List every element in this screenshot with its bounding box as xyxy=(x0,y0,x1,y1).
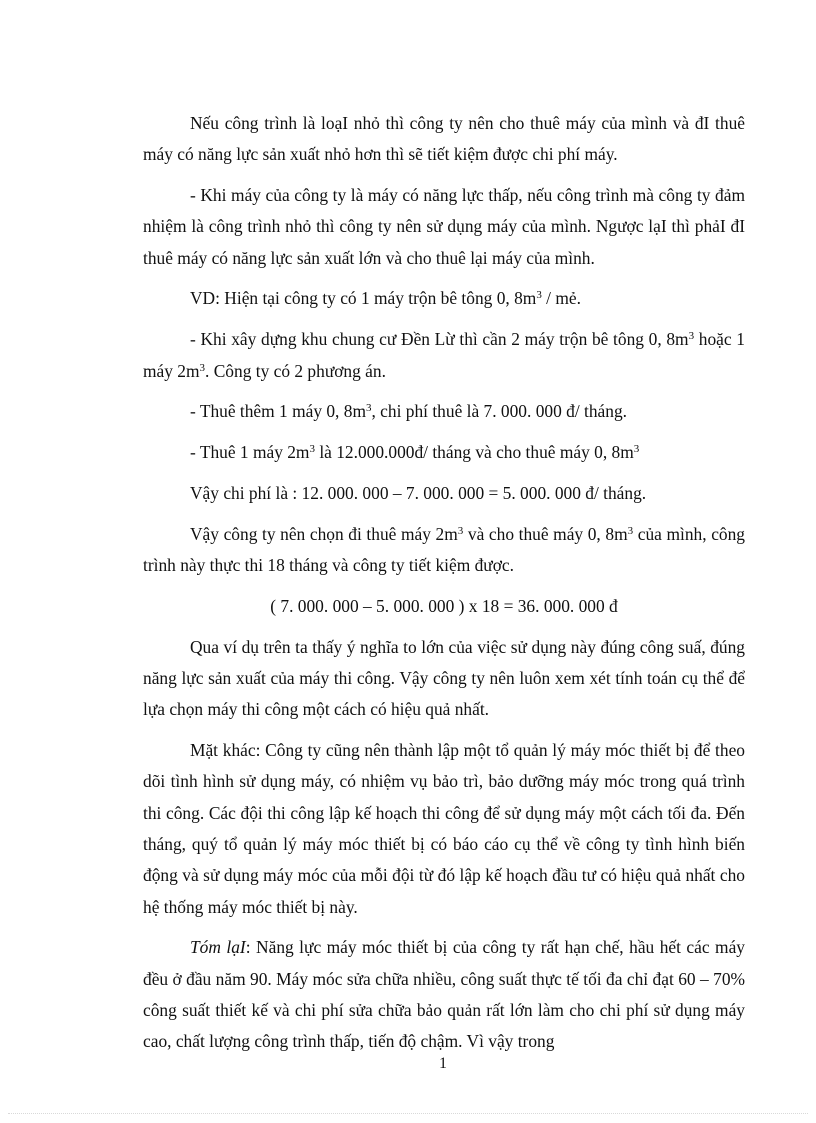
example-text-end: / mẻ. xyxy=(541,288,581,309)
body-text xyxy=(143,108,745,1067)
paragraph-summary xyxy=(143,932,745,1057)
paragraph-option-1 xyxy=(143,396,745,427)
paragraph-1 xyxy=(143,108,745,171)
choice-text-a: Vậy công ty nên chọn đi thuê máy 2m xyxy=(190,523,458,544)
summary-text: : Năng lực máy móc thiết bị của công ty rất hạn chế, hầu hết các máy đều ở đầu năm 90. Máy móc sửa chữa nhiều, công suất thực tế tối đa chỉ đạt 60 – 70% công suất thiết kế và chi phí sửa chữa bảo quản rất lớn làm cho chi phí sử dụng máy cao, chất lượng công trình thấp, tiến độ chậm. Vì vậy trong xyxy=(143,937,745,1052)
option-1-text-b: , chi phí thuê là 7. 000. 000 đ/ tháng. xyxy=(371,401,627,422)
paragraph-management xyxy=(143,735,745,923)
savings-formula-text: ( 7. 000. 000 – 5. 000. 000 ) x 18 = 36. 000. 000 đ xyxy=(270,595,618,616)
page-bottom-border xyxy=(8,1113,808,1114)
choice-text-b: và cho thuê máy 0, 8m xyxy=(463,523,628,544)
meaning-text: Qua ví dụ trên ta thấy ý nghĩa to lớn của việc sử dụng này đúng công suấ, đúng năng lực sản xuất của máy thi công. Vậy công ty nên luôn xem xét tính toán cụ thể để lựa chọn máy thi công một cách có hiệu quả nhất. xyxy=(143,636,745,720)
paragraph-choice xyxy=(143,519,745,582)
savings-formula xyxy=(143,591,745,622)
paragraph-2-text: - Khi máy của công ty là máy có năng lực thấp, nếu công trình mà công ty đảm nhiệm là công trình nhỏ thì công ty nên sử dụng máy của mình. Ngược lạI thì phảI đI thuê máy có năng lực sản xuất lớn và cho thuê lại máy của mình. xyxy=(143,185,745,268)
den-lu-text-a: - Khi xây dựng khu chung cư Đền Lừ thì cần 2 máy trộn bê tông 0, 8m xyxy=(190,329,689,350)
option-2-text-b: là 12.000.000đ/ tháng và cho thuê máy 0, 8m xyxy=(314,442,634,463)
summary-label: Tóm lạI xyxy=(190,937,246,958)
superscript: 3 xyxy=(365,402,372,415)
example-text: VD: Hiện tại công ty có 1 máy trộn bê tông 0, 8m xyxy=(190,288,537,309)
den-lu-text-b: hoặc 1 máy 2m xyxy=(143,329,745,381)
paragraph-den-lu xyxy=(143,324,745,387)
page-number: 1 xyxy=(439,1055,447,1072)
superscript: 3 xyxy=(199,361,206,374)
paragraph-meaning xyxy=(143,632,745,726)
paragraph-example xyxy=(143,283,745,314)
paragraph-cost xyxy=(143,478,745,509)
superscript: 3 xyxy=(457,524,464,537)
paragraph-1-text: Nếu công trình là loạI nhỏ thì công ty nên cho thuê máy của mình và đI thuê máy có năng lực sản xuất nhỏ hơn thì sẽ tiết kiệm được chi phí máy. xyxy=(143,113,745,165)
option-1-text-a: - Thuê thêm 1 máy 0, 8m xyxy=(190,401,366,422)
choice-text-c: của mình, công trình này thực thi 18 tháng và công ty tiết kiệm được. xyxy=(143,523,745,576)
paragraph-option-2 xyxy=(143,437,745,468)
den-lu-text-c: . Công ty có 2 phương án. xyxy=(205,360,386,381)
superscript: 3 xyxy=(627,524,634,537)
superscript: 3 xyxy=(309,443,315,456)
superscript: 3 xyxy=(688,330,695,343)
paragraph-2 xyxy=(143,180,745,274)
option-2-text-a: - Thuê 1 máy 2m xyxy=(190,442,310,463)
superscript: 3 xyxy=(633,443,640,456)
superscript: 3 xyxy=(536,289,542,302)
management-text: Mặt khác: Công ty cũng nên thành lập một tổ quản lý máy móc thiết bị để theo dõi tình hình sử dụng máy, có nhiệm vụ bảo trì, bảo dưỡng máy móc trong quá trình thi công. Các đội thi công lập kế hoạch thi công để sử dụng máy một cách tối đa. Đến tháng, quý tổ quản lý máy móc thiết bị có báo cáo cụ thể về công ty tình hình biến động và sử dụng máy móc của mỗi đội từ đó lập kế hoạch đầu tư có hiệu quả nhất cho hệ thống máy móc thiết bị này. xyxy=(143,740,745,917)
cost-text: Vậy chi phí là : 12. 000. 000 – 7. 000. 000 = 5. 000. 000 đ/ tháng. xyxy=(190,482,647,503)
